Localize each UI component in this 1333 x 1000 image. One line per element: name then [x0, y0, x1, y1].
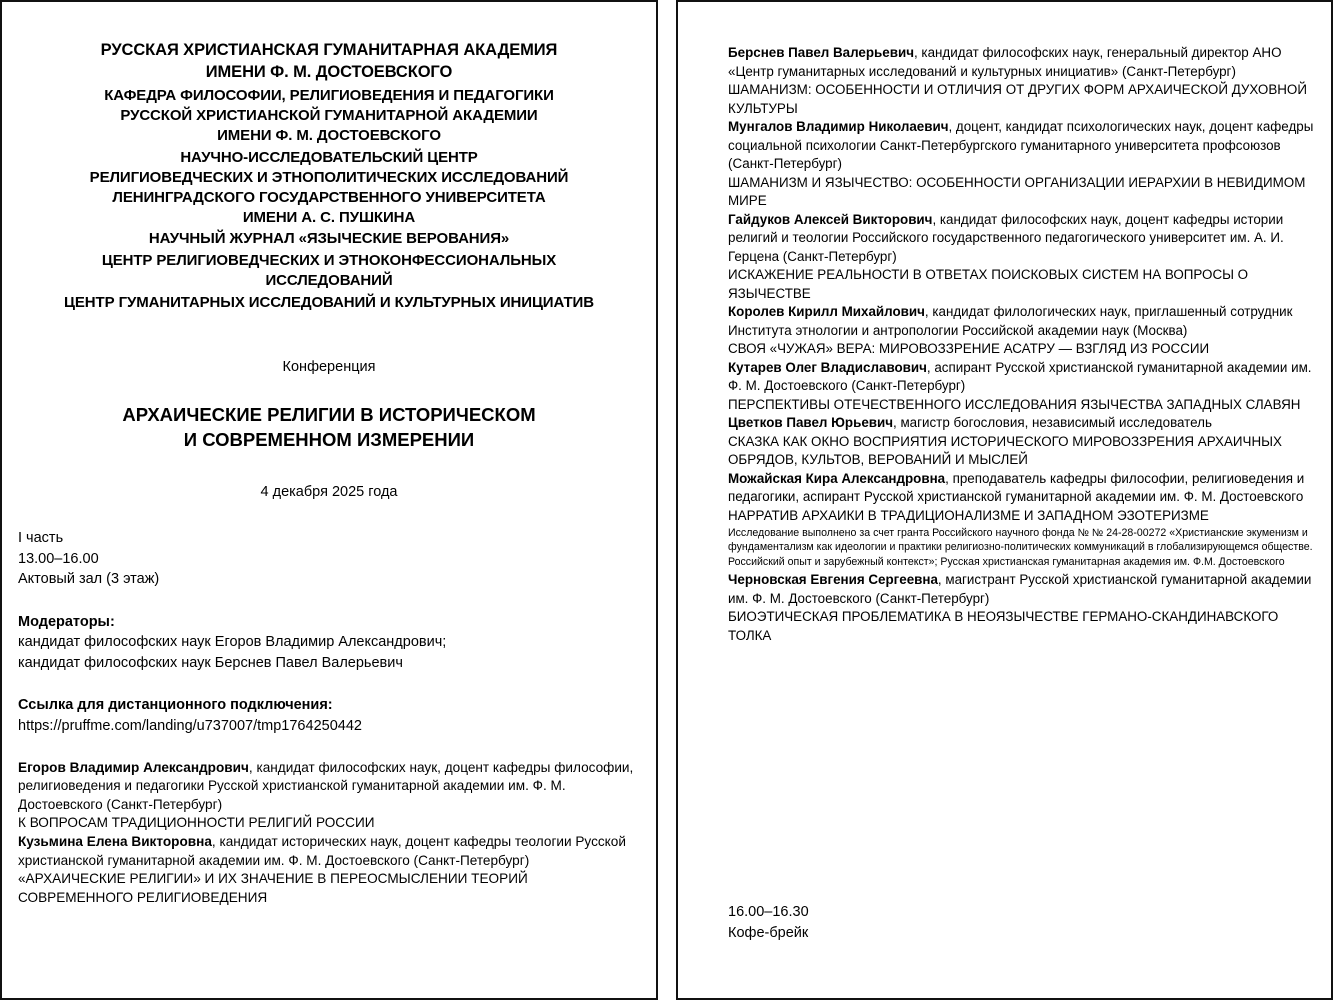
talk-title: СВОЯ «ЧУЖАЯ» ВЕРА: МИРОВОЗЗРЕНИЕ АСАТРУ — ВЗГЛЯД ИЗ РОССИИ: [728, 341, 1210, 356]
talk-speaker-line: [728, 359, 1317, 396]
talk-title: ПЕРСПЕКТИВЫ ОТЕЧЕСТВЕННОГО ИССЛЕДОВАНИЯ ЯЗЫЧЕСТВА ЗАПАДНЫХ СЛАВЯН: [728, 396, 1301, 412]
event-label: Конференция: [282, 359, 376, 376]
session-venue: Актовый зал (3 этаж): [18, 571, 160, 588]
page-right: [676, 0, 1333, 1000]
organizer-line: ИССЛЕДОВАНИЙ: [265, 272, 393, 290]
page-left: [0, 0, 658, 1000]
speaker-affiliation: , кандидат философских наук, генеральный директор АНО «Центр гуманитарных исследований и культурных инициатив» (Санкт-Петербург): [728, 45, 1282, 79]
session-time: 13.00–16.00: [18, 550, 99, 567]
talk-entry: [728, 571, 1317, 645]
organizer-line: ЛЕНИНГРАДСКОГО ГОСУДАРСТВЕННОГО УНИВЕРСИТЕТА: [112, 188, 546, 206]
talk-speaker-line: [728, 470, 1317, 507]
coffee-break-label: Кофе-брейк: [728, 924, 809, 941]
talks-list-left: [18, 759, 640, 908]
organizer-group-department: [18, 86, 640, 146]
talks-list-right: [728, 44, 1317, 645]
speaker-affiliation: , доцент, кандидат психологических наук, доцент кафедры социальной психологии Санкт-Петербургского гуманитарного университета профсоюзов (Санкт-Петербург): [728, 119, 1314, 171]
coffee-break-block: [728, 902, 809, 943]
talk-title: БИОЭТИЧЕСКАЯ ПРОБЛЕМАТИКА В НЕОЯЗЫЧЕСТВЕ ГЕРМАНО-СКАНДИНАВСКОГО ТОЛКА: [728, 609, 1279, 643]
organizer-line: ИМЕНИ Ф. М. ДОСТОЕВСКОГО: [217, 126, 441, 144]
organizer-line: РЕЛИГИОВЕДЧЕСКИХ И ЭТНОПОЛИТИЧЕСКИХ ИССЛЕДОВАНИЙ: [89, 168, 569, 186]
speaker-name: Можайская Кира Александровна: [728, 470, 946, 486]
speaker-name: Берснев Павел Валерьевич: [728, 45, 914, 60]
speaker-affiliation: , преподаватель кафедры философии, религиоведения и педагогики, аспирант Русской христианской гуманитарной академии им. Ф. М. Достоевского: [728, 470, 1305, 504]
organizer-line: ИМЕНИ Ф. М. ДОСТОЕВСКОГО: [205, 62, 453, 81]
organizer-line: РУССКОЙ ХРИСТИАНСКОЙ ГУМАНИТАРНОЙ АКАДЕМИИ: [120, 106, 538, 124]
speaker-name: Мунгалов Владимир Николаевич: [728, 119, 949, 134]
speaker-name: Гайдуков Алексей Викторович: [728, 211, 933, 227]
speaker-name: Черновская Евгения Сергеевна: [728, 572, 938, 588]
organizer-line: НАУЧНЫЙ ЖУРНАЛ «ЯЗЫЧЕСКИЕ ВЕРОВАНИЯ»: [148, 230, 510, 248]
talk-title: ИСКАЖЕНИЕ РЕАЛЬНОСТИ В ОТВЕТАХ ПОИСКОВЫХ СИСТЕМ НА ВОПРОСЫ О ЯЗЫЧЕСТВЕ: [728, 267, 1249, 301]
page-gutter: [658, 0, 676, 1000]
talk-title: ШАМАНИЗМ: ОСОБЕННОСТИ И ОТЛИЧИЯ ОТ ДРУГИХ ФОРМ АРХАИЧЕСКОЙ ДУХОВНОЙ КУЛЬТУРЫ: [728, 82, 1307, 116]
talk-entry: [728, 303, 1317, 359]
speaker-name: Егоров Владимир Александрович: [18, 759, 249, 775]
speaker-affiliation: , кандидат филологических наук, приглашенный сотрудник Института этнологии и антропологии Российской академии наук (Москва): [728, 304, 1293, 338]
moderator-line-2: кандидат философских наук Берснев Павел Валерьевич: [18, 654, 403, 671]
conference-title-line-1: АРХАИЧЕСКИЕ РЕЛИГИИ В ИСТОРИЧЕСКОМ: [122, 404, 536, 426]
talk-entry: [728, 211, 1317, 304]
moderators-heading: Модераторы:: [18, 613, 115, 630]
talk-entry: [18, 833, 640, 907]
moderator-entry: [18, 653, 640, 674]
organizer-group-research-center: [18, 148, 640, 228]
organizer-line: ЦЕНТР ГУМАНИТАРНЫХ ИССЛЕДОВАНИЙ И КУЛЬТУРНЫХ ИНИЦИАТИВ: [64, 294, 594, 312]
organizers-block: [18, 40, 640, 313]
talk-entry: [728, 470, 1317, 570]
conference-title-line-2: И СОВРЕМЕННОМ ИЗМЕРЕНИИ: [183, 428, 475, 450]
connection-heading: Ссылка для дистанционного подключения:: [18, 697, 333, 714]
page-title: [18, 403, 640, 452]
talk-title: СКАЗКА КАК ОКНО ВОСПРИЯТИЯ ИСТОРИЧЕСКОГО МИРОВОЗЗРЕНИЯ АРХАИЧНЫХ ОБРЯДОВ, КУЛЬТОВ, ВЕРОВАНИЙ И МЫСЛЕЙ: [728, 433, 1282, 467]
talk-speaker-line: [728, 211, 1317, 267]
organizer-line: РУССКАЯ ХРИСТИАНСКАЯ ГУМАНИТАРНАЯ АКАДЕМИЯ: [100, 41, 558, 59]
speaker-name: Кутарев Олег Владиславович: [728, 359, 927, 375]
organizer-group-academy: [18, 40, 640, 84]
speaker-affiliation: , кандидат философских наук, доцент кафедры философии, религиоведения и педагогики Русской христианской гуманитарной академии им. Ф. М. Достоевского (Санкт-Петербург): [18, 759, 634, 812]
moderators-block: [18, 612, 640, 674]
talk-entry: [728, 359, 1317, 415]
talk-entry: [728, 414, 1317, 470]
talk-entry: [728, 44, 1317, 118]
speaker-affiliation: , магистр богословия, независимый исследователь: [893, 415, 1212, 430]
talk-title: НАРРАТИВ АРХАИКИ В ТРАДИЦИОНАЛИЗМЕ И ЗАПАДНОМ ЭЗОТЕРИЗМЕ: [728, 507, 1209, 523]
moderator-entry: [18, 632, 640, 653]
speaker-affiliation: , кандидат философских наук, доцент кафедры истории религий и теологии Российского государственного педагогического университет им. А. И. Герцена (Санкт-Петербург): [728, 211, 1284, 264]
organizer-line: КАФЕДРА ФИЛОСОФИИ, РЕЛИГИОВЕДЕНИЯ И ПЕДАГОГИКИ: [104, 86, 554, 104]
connection-link-block: [18, 695, 640, 736]
organizer-group-journal: [18, 229, 640, 249]
connection-url[interactable]: https://pruffme.com/landing/u737007/tmp1764250442: [18, 718, 362, 735]
talk-speaker-line: [728, 118, 1317, 174]
talk-title: «АРХАИЧЕСКИЕ РЕЛИГИИ» И ИХ ЗНАЧЕНИЕ В ПЕРЕОСМЫСЛЕНИИ ТЕОРИЙ СОВРЕМЕННОГО РЕЛИГИОВЕДЕНИЯ: [18, 871, 528, 905]
talk-speaker-line: [728, 571, 1317, 608]
talk-speaker-line: [18, 759, 640, 815]
coffee-break-time: 16.00–16.30: [728, 904, 809, 920]
talk-entry: [728, 118, 1317, 211]
conference-date: 4 декабря 2025 года: [260, 484, 398, 500]
session-info: [18, 528, 640, 590]
organizer-line: ЦЕНТР РЕЛИГИОВЕДЧЕСКИХ И ЭТНОКОНФЕССИОНАЛЬНЫХ: [101, 252, 557, 270]
talk-title: К ВОПРОСАМ ТРАДИЦИОННОСТИ РЕЛИГИЙ РОССИИ: [18, 815, 375, 831]
speaker-name: Цветков Павел Юрьевич: [728, 415, 894, 430]
organizer-group-ethno-center: [18, 251, 640, 291]
speaker-affiliation: , магистрант Русской христианской гуманитарной академии им. Ф. М. Достоевского (Санкт-Петербург): [728, 572, 1312, 606]
talk-entry: [18, 759, 640, 833]
speaker-name: Кузьмина Елена Викторовна: [18, 834, 212, 850]
organizer-group-humanities-center: [18, 293, 640, 313]
speaker-name: Королев Кирилл Михайлович: [728, 304, 925, 319]
talk-speaker-line: [18, 833, 640, 870]
organizer-line: ИМЕНИ А. С. ПУШКИНА: [242, 208, 416, 226]
organizer-line: НАУЧНО-ИССЛЕДОВАТЕЛЬСКИЙ ЦЕНТР: [180, 148, 478, 166]
talk-grant-footnote: Исследование выполнено за счет гранта Российского научного фонда № № 24-28-00272 «Христианские экуменизм и фундаментализм как идеологии и практики религиозно-политических коммуникаций в глобализирующемся обществе. Российский опыт и зарубежный контекст»; Русская христианская гуманитарная академия им. Ф.М. Достоевского: [728, 527, 1313, 568]
speaker-affiliation: , кандидат исторических наук, доцент кафедры теологии Русской христианской гуманитарной академии им. Ф. М. Достоевского (Санкт-Петербург): [18, 834, 626, 868]
talk-title: ШАМАНИЗМ И ЯЗЫЧЕСТВО: ОСОБЕННОСТИ ОРГАНИЗАЦИИ ИЕРАРХИИ В НЕВИДИМОМ МИРЕ: [728, 174, 1306, 208]
session-part: I часть: [18, 530, 64, 546]
moderator-line-1: кандидат философских наук Егоров Владимир Александрович;: [18, 634, 447, 651]
talk-speaker-line: [728, 303, 1317, 340]
speaker-affiliation: , аспирант Русской христианской гуманитарной академии им. Ф. М. Достоевского (Санкт-Петербург): [728, 359, 1312, 393]
talk-speaker-line: [728, 44, 1317, 81]
talk-speaker-line: [728, 414, 1317, 433]
